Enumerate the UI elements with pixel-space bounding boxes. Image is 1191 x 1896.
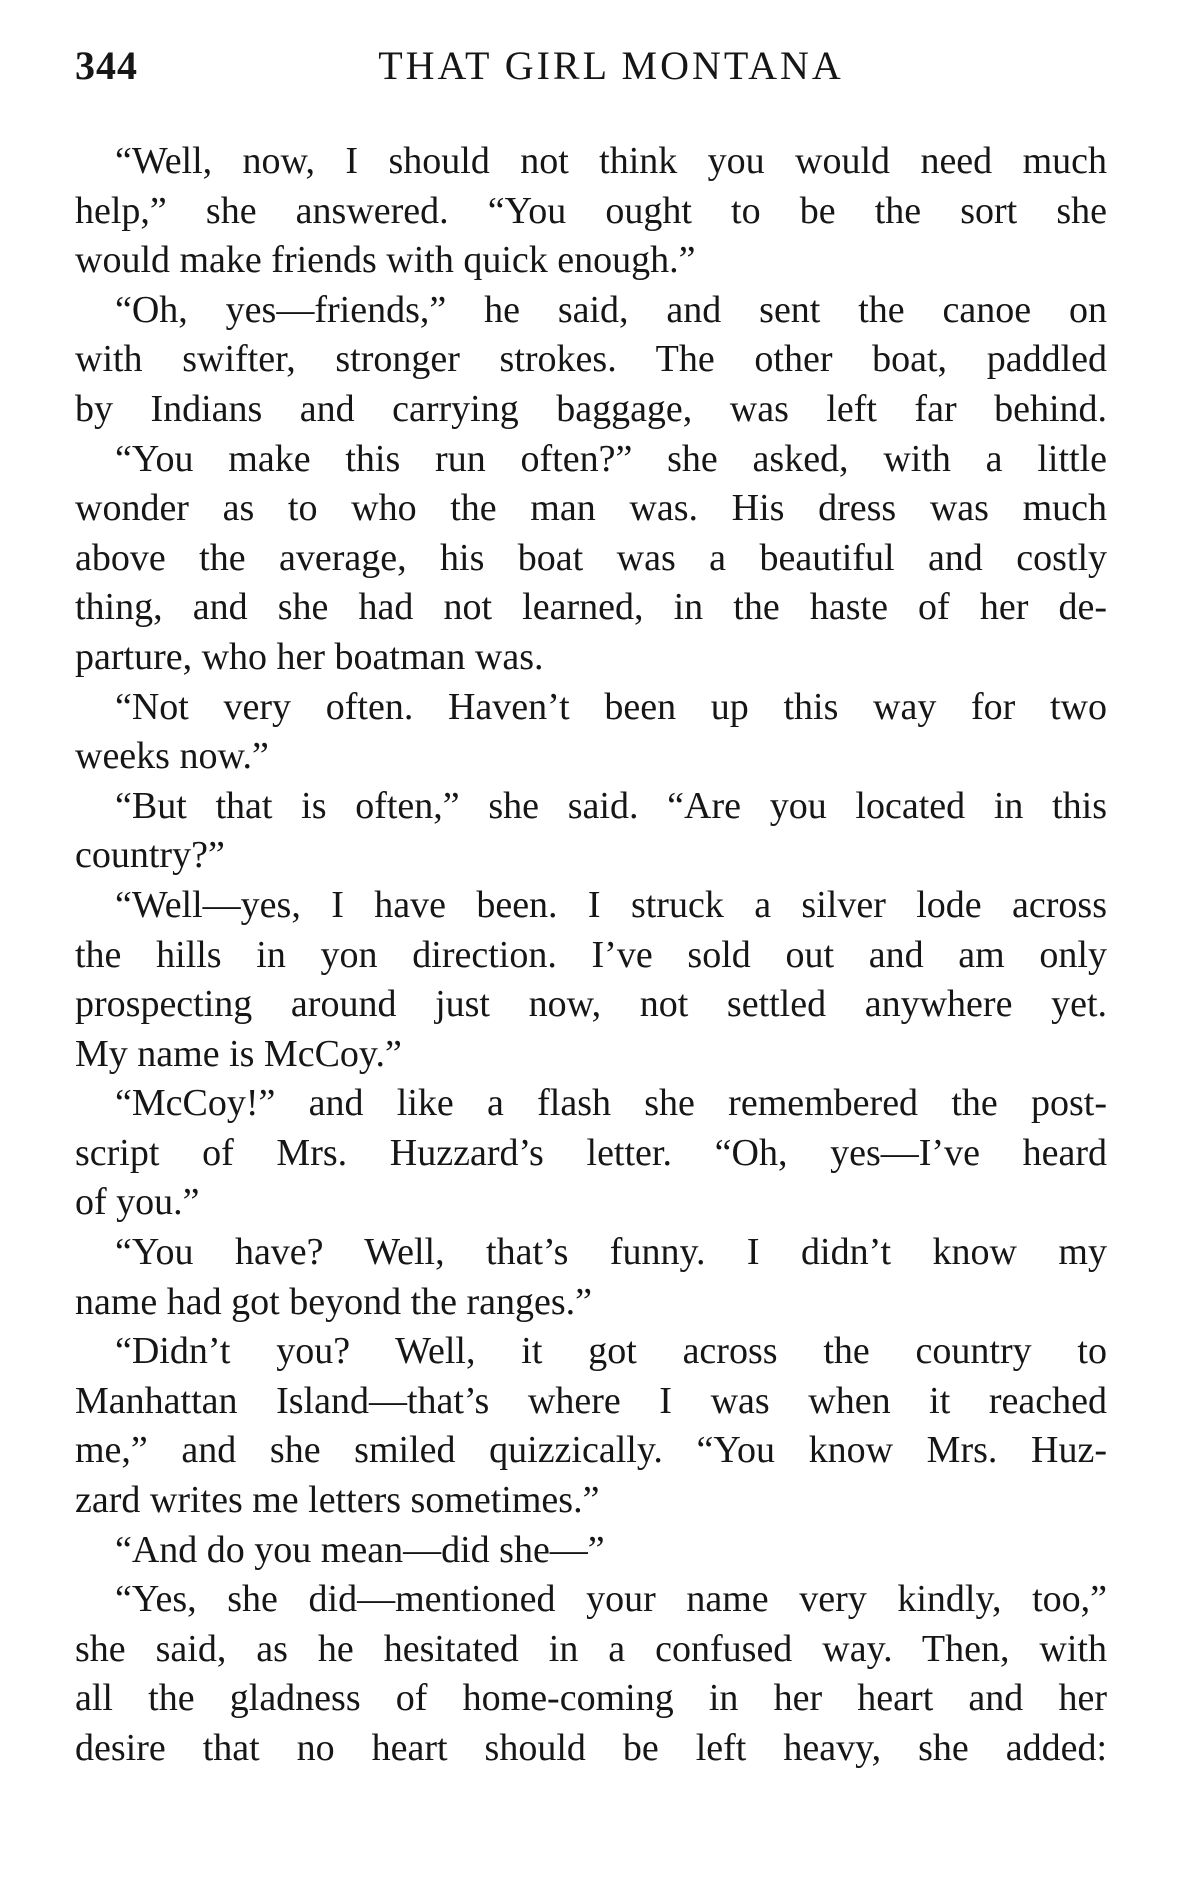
text-line: she said, as he hesitated in a confused way. Then, with <box>75 1627 1107 1670</box>
text-line: My name is McCoy.” <box>75 1032 402 1075</box>
text-line: “Oh, yes—friends,” he said, and sent the canoe on <box>115 288 1107 331</box>
text-line: prospecting around just now, not settled anywhere yet. <box>75 983 1107 1026</box>
text-line: the hills in yon direction. I’ve sold out and am only <box>75 933 1107 976</box>
text-line: “Yes, she did—mentioned your name very kindly, too,” <box>115 1578 1107 1621</box>
text-line: “Not very often. Haven’t been up this way for two <box>115 685 1107 728</box>
text-line: thing, and she had not learned, in the haste of her de- <box>75 586 1107 629</box>
text-line: above the average, his boat was a beautiful and costly <box>75 536 1107 579</box>
text-line: of you.” <box>75 1181 200 1224</box>
page-number: 344 <box>75 43 138 88</box>
text-line: “Well—yes, I have been. I struck a silver lode across <box>115 883 1107 926</box>
text-line: wonder as to who the man was. His dress was much <box>75 487 1107 530</box>
text-line: “Well, now, I should not think you would need much <box>115 140 1107 182</box>
text-line: name had got beyond the ranges.” <box>75 1280 593 1323</box>
text-line: “You make this run often?” she asked, with a little <box>115 437 1107 480</box>
text-line: zard writes me letters sometimes.” <box>75 1479 600 1522</box>
text-line: help,” she answered. “You ought to be the sort she <box>75 189 1107 232</box>
text-line: with swifter, stronger strokes. The other boat, paddled <box>75 338 1107 381</box>
text-line: me,” and she smiled quizzically. “You know Mrs. Huz- <box>75 1429 1107 1472</box>
running-head <box>75 42 1107 102</box>
text-line: parture, who her boatman was. <box>75 635 544 678</box>
text-line: Manhattan Island—that’s where I was when it reached <box>75 1379 1107 1422</box>
text-line: “And do you mean—did she—” <box>115 1528 605 1571</box>
text-line: script of Mrs. Huzzard’s letter. “Oh, yes—I’ve heard <box>75 1131 1107 1174</box>
text-line: desire that no heart should be left heavy, she added: <box>75 1727 1107 1769</box>
running-title: THAT GIRL MONTANA <box>378 43 844 88</box>
text-line: “But that is often,” she said. “Are you located in this <box>115 784 1107 827</box>
text-line: country?” <box>75 834 225 877</box>
text-line: weeks now.” <box>75 735 269 778</box>
text-line: “McCoy!” and like a flash she remembered the post- <box>115 1082 1107 1125</box>
text-line: by Indians and carrying baggage, was left far behind. <box>75 387 1107 430</box>
body-text <box>75 137 1107 1774</box>
text-line: would make friends with quick enough.” <box>75 239 696 282</box>
text-line: “You have? Well, that’s funny. I didn’t know my <box>115 1231 1107 1274</box>
text-line: “Didn’t you? Well, it got across the country to <box>115 1330 1107 1373</box>
text-line: all the gladness of home-coming in her heart and her <box>75 1677 1107 1720</box>
